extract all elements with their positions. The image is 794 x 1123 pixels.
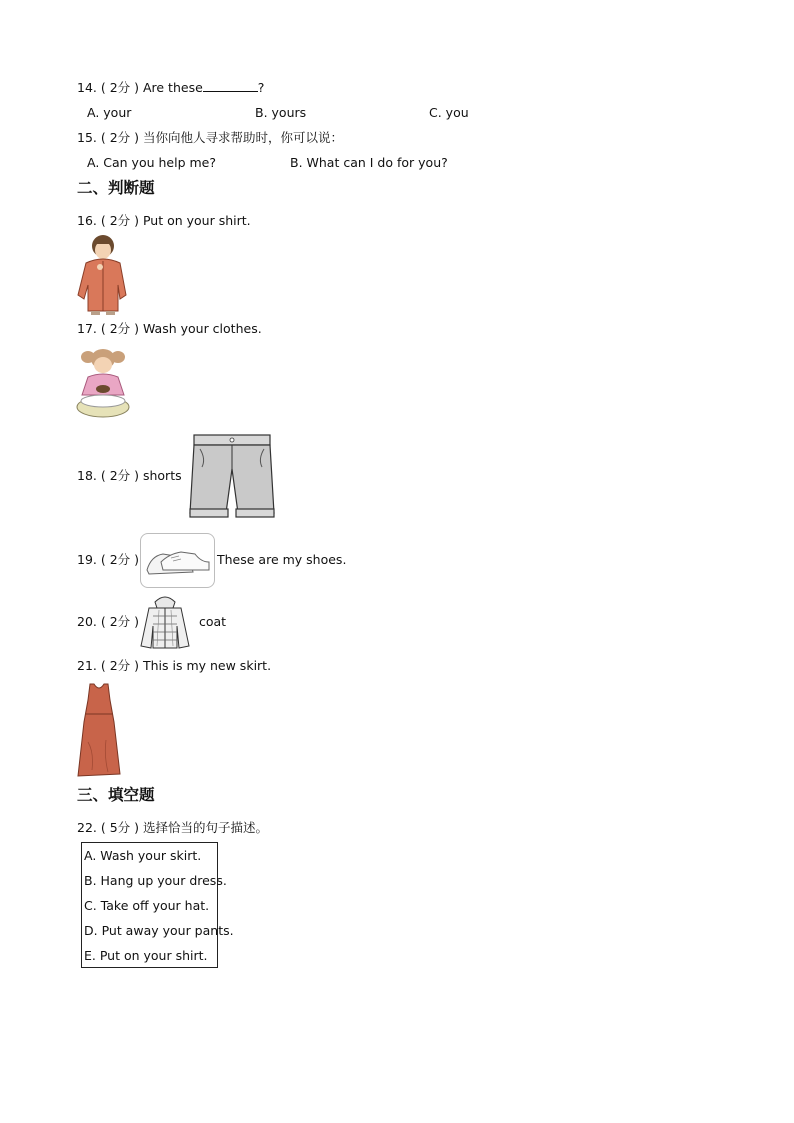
coat-picture — [139, 592, 191, 650]
q19-prefix: 19. ( 2分 ) — [77, 552, 140, 567]
q22-choice-c: C. Take off your hat. — [84, 898, 210, 913]
q15-option-b[interactable]: B. What can I do for you? — [290, 155, 448, 170]
q14-blank[interactable] — [203, 80, 258, 92]
dress-picture — [74, 682, 124, 780]
q14-question — [77, 80, 264, 96]
q14-suffix: ? — [257, 80, 265, 95]
q20-prefix: 20. ( 2分 ) — [77, 614, 140, 629]
q14-option-a[interactable]: A. your — [87, 105, 132, 120]
q21-question: 21. ( 2分 ) This is my new skirt. — [77, 658, 272, 673]
q17-question: 17. ( 2分 ) Wash your clothes. — [77, 321, 262, 336]
q22-choice-a: A. Wash your skirt. — [84, 848, 202, 863]
q22-choice-d: D. Put away your pants. — [84, 923, 234, 938]
q14-option-c[interactable]: C. you — [429, 105, 469, 120]
shoes-picture-frame — [140, 533, 215, 588]
q19-sentence: These are my shoes. — [217, 552, 347, 567]
q14-prefix: 14. ( 2分 ) Are these — [77, 80, 203, 95]
q16-question: 16. ( 2分 ) Put on your shirt. — [77, 213, 251, 228]
girl-shirt-picture — [74, 233, 134, 315]
girl-washing-picture — [74, 345, 132, 420]
q22-choice-box — [81, 842, 234, 968]
q20-word: coat — [199, 614, 227, 629]
q15-question: 15. ( 2分 ) 当你向他人寻求帮助时，你可以说： — [77, 130, 343, 145]
q22-question: 22. ( 5分 ) 选择恰当的句子描述。 — [77, 820, 268, 835]
q22-choice-b: B. Hang up your dress. — [84, 873, 227, 888]
shorts-picture — [186, 433, 278, 523]
q22-choice-e: E. Put on your shirt. — [84, 948, 208, 963]
section-3-title: 三、填空题 — [77, 786, 155, 804]
section-2-title: 二、判断题 — [77, 179, 155, 197]
q18-question: 18. ( 2分 ) shorts — [77, 468, 182, 483]
q14-option-b[interactable]: B. yours — [255, 105, 307, 120]
q15-option-a[interactable]: A. Can you help me? — [87, 155, 216, 170]
shoes-picture — [141, 534, 214, 587]
